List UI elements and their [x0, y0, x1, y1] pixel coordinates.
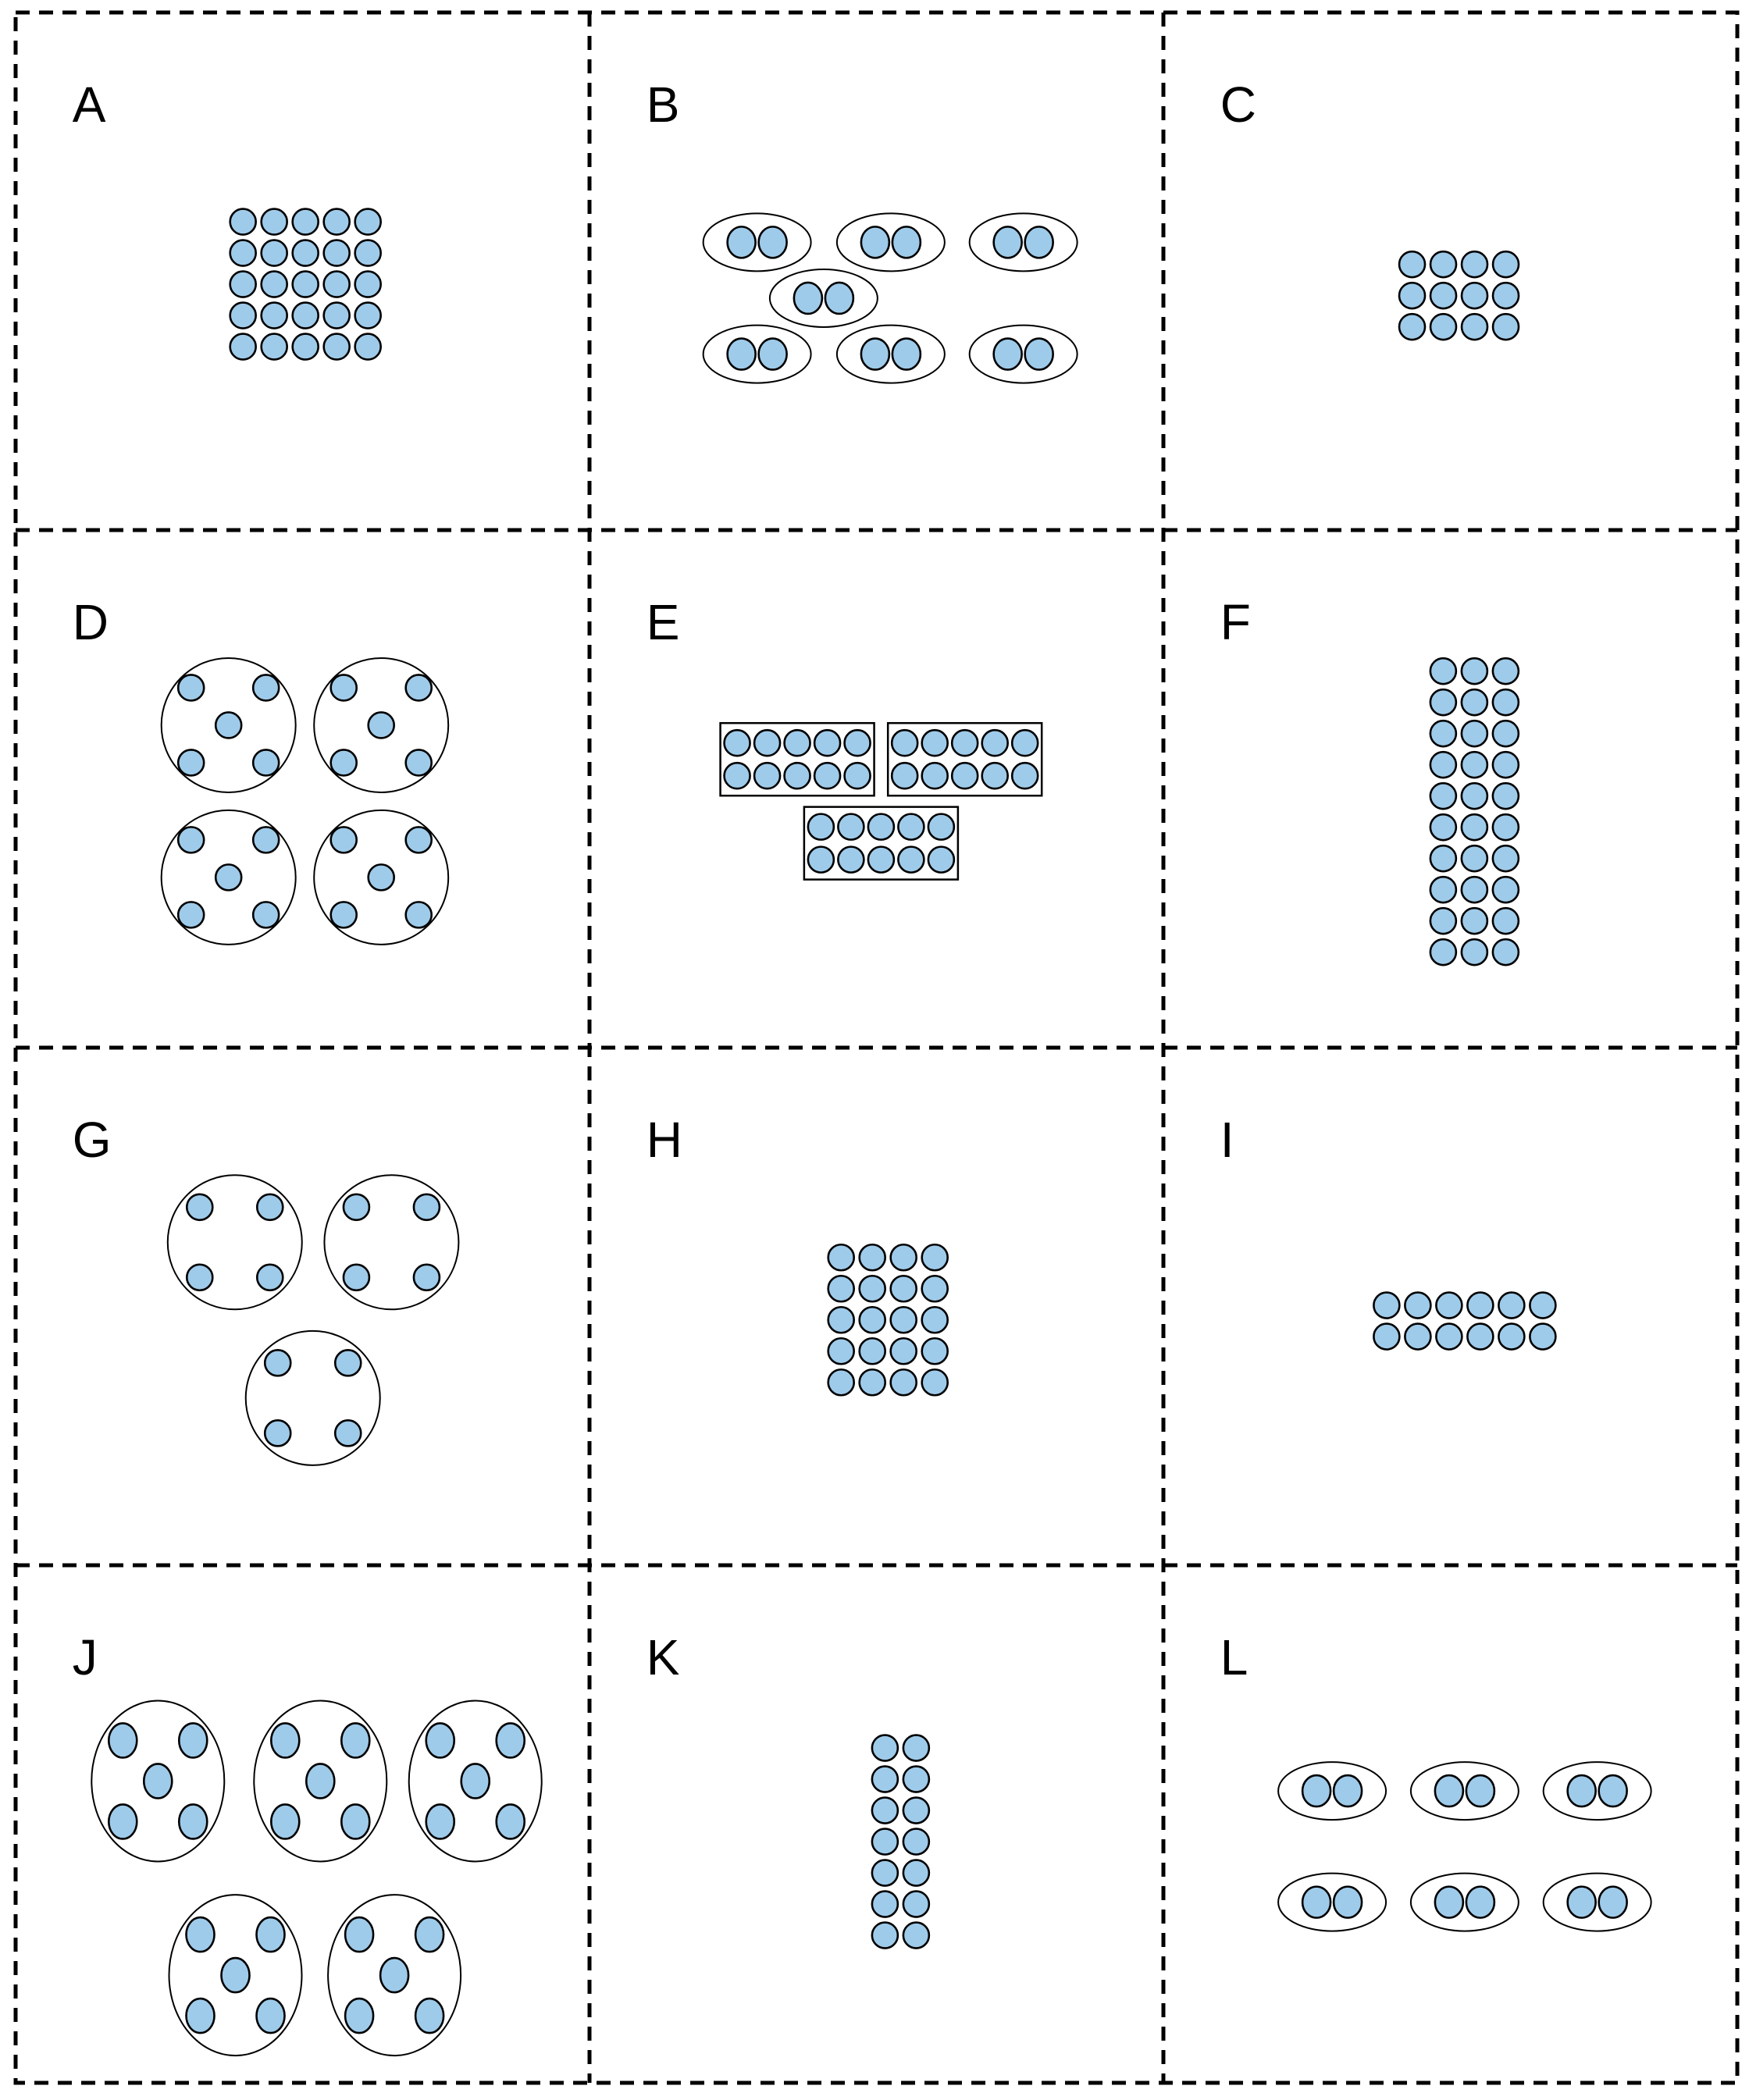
- cards-grid: [16, 12, 1737, 2083]
- dot-figure: [16, 1565, 590, 2083]
- dot-figure: [590, 1048, 1163, 1565]
- card-label: K: [646, 1629, 680, 1686]
- card-label: D: [72, 594, 109, 651]
- card-label: H: [646, 1112, 682, 1169]
- dot-figure: [16, 530, 590, 1048]
- card-i: [1163, 1048, 1737, 1565]
- card-h: [590, 1048, 1163, 1565]
- card-j: [16, 1565, 590, 2083]
- card-l: [1163, 1565, 1737, 2083]
- card-b: [590, 12, 1163, 530]
- card-label: I: [1220, 1112, 1234, 1169]
- card-label: A: [72, 77, 106, 133]
- dot-figure: [16, 1048, 590, 1565]
- card-k: [590, 1565, 1163, 2083]
- card-label: B: [646, 77, 680, 133]
- dot-figure: [590, 12, 1163, 530]
- dot-figure: [590, 1565, 1163, 2083]
- dot-figure: [16, 12, 590, 530]
- card-label: G: [72, 1112, 112, 1169]
- card-label: F: [1220, 594, 1251, 651]
- card-e: [590, 530, 1163, 1048]
- dot-figure: [1163, 1565, 1737, 2083]
- card-g: [16, 1048, 590, 1565]
- card-label: L: [1220, 1629, 1249, 1686]
- dot-figure: [590, 530, 1163, 1048]
- card-d: [16, 530, 590, 1048]
- dot-figure: [1163, 1048, 1737, 1565]
- dot-figure: [1163, 530, 1737, 1048]
- card-a: [16, 12, 590, 530]
- dot-figure: [1163, 12, 1737, 530]
- card-c: [1163, 12, 1737, 530]
- card-label: E: [646, 594, 680, 651]
- card-label: C: [1220, 77, 1256, 133]
- card-label: J: [72, 1629, 98, 1686]
- card-f: [1163, 530, 1737, 1048]
